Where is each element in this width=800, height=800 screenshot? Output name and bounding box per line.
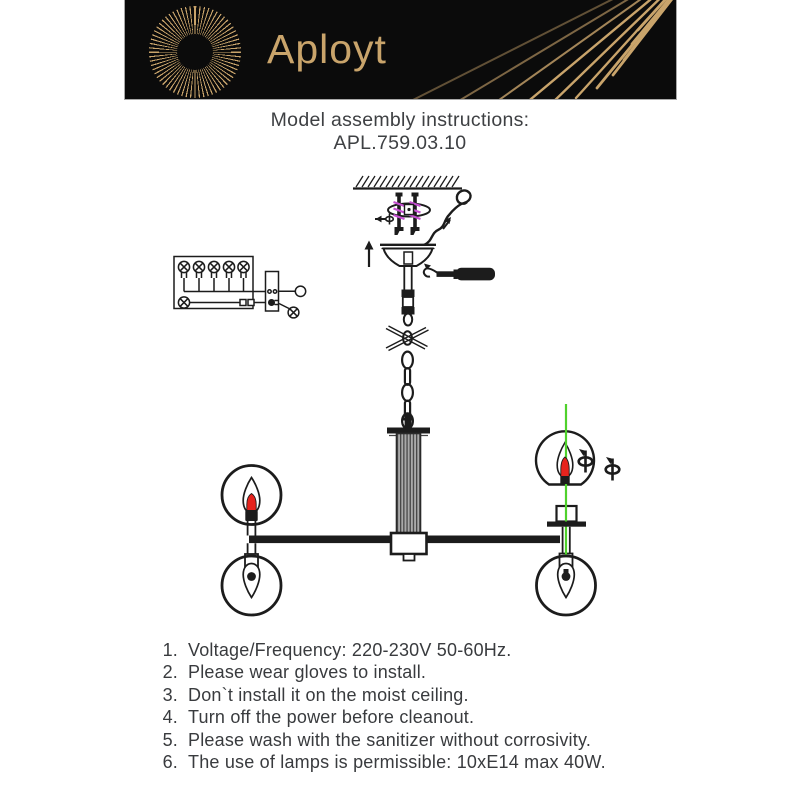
mounting-bracket [375,193,430,236]
right-arm-assembly [536,404,619,615]
rotation-axis-icon [606,457,620,481]
hook-wire-icon [424,190,471,245]
wiring-diagram-icon [174,257,306,318]
model-number: APL.759.03.10 [333,131,467,154]
collar-flange [547,522,586,527]
brand-name: Aployt [267,26,387,72]
instruction-item [150,751,770,773]
instruction-item [150,684,770,706]
instruction-number: 4. [162,707,178,728]
column-plate [387,428,430,434]
instruction-text: Please wash with the sanitizer without corrosivity. [188,729,592,750]
instruction-text: Turn off the power before cleanout. [188,707,475,728]
instruction-text: Please wear gloves to install. [188,662,427,683]
screwdriver-icon [424,264,495,281]
up-arrow-icon [365,241,374,268]
instruction-number: 1. [162,640,178,660]
instruction-number: 5. [162,729,178,750]
ceiling-hatch-icon [353,176,462,189]
instruction-number: 6. [162,752,178,773]
instruction-number: 3. [162,684,178,705]
instruction-text: Don`t install it on the moist ceiling. [188,684,469,705]
instruction-text: Voltage/Frequency: 220-230V 50-60Hz. [188,640,512,660]
center-hub [391,533,427,561]
instruction-item [150,729,770,751]
neutral-symbol [295,286,305,296]
lamp-symbol-right [288,307,299,318]
instruction-item [150,639,770,661]
instruction-number: 2. [162,662,178,683]
chain-connector [402,290,415,326]
lamp-symbols [178,261,249,291]
instruction-text: The use of lamps is permissible: 10xE14 max 40W. [188,752,606,773]
pliers-cutter-icon [386,326,429,351]
instruction-item [150,706,770,728]
page-title: Model assembly instructions: [270,109,530,131]
rotate-arrow-icon [375,214,393,225]
instructions-list [150,639,770,773]
lamp-symbol-bottom [178,297,189,308]
instruction-item [150,661,770,683]
center-column-icon [387,414,430,534]
